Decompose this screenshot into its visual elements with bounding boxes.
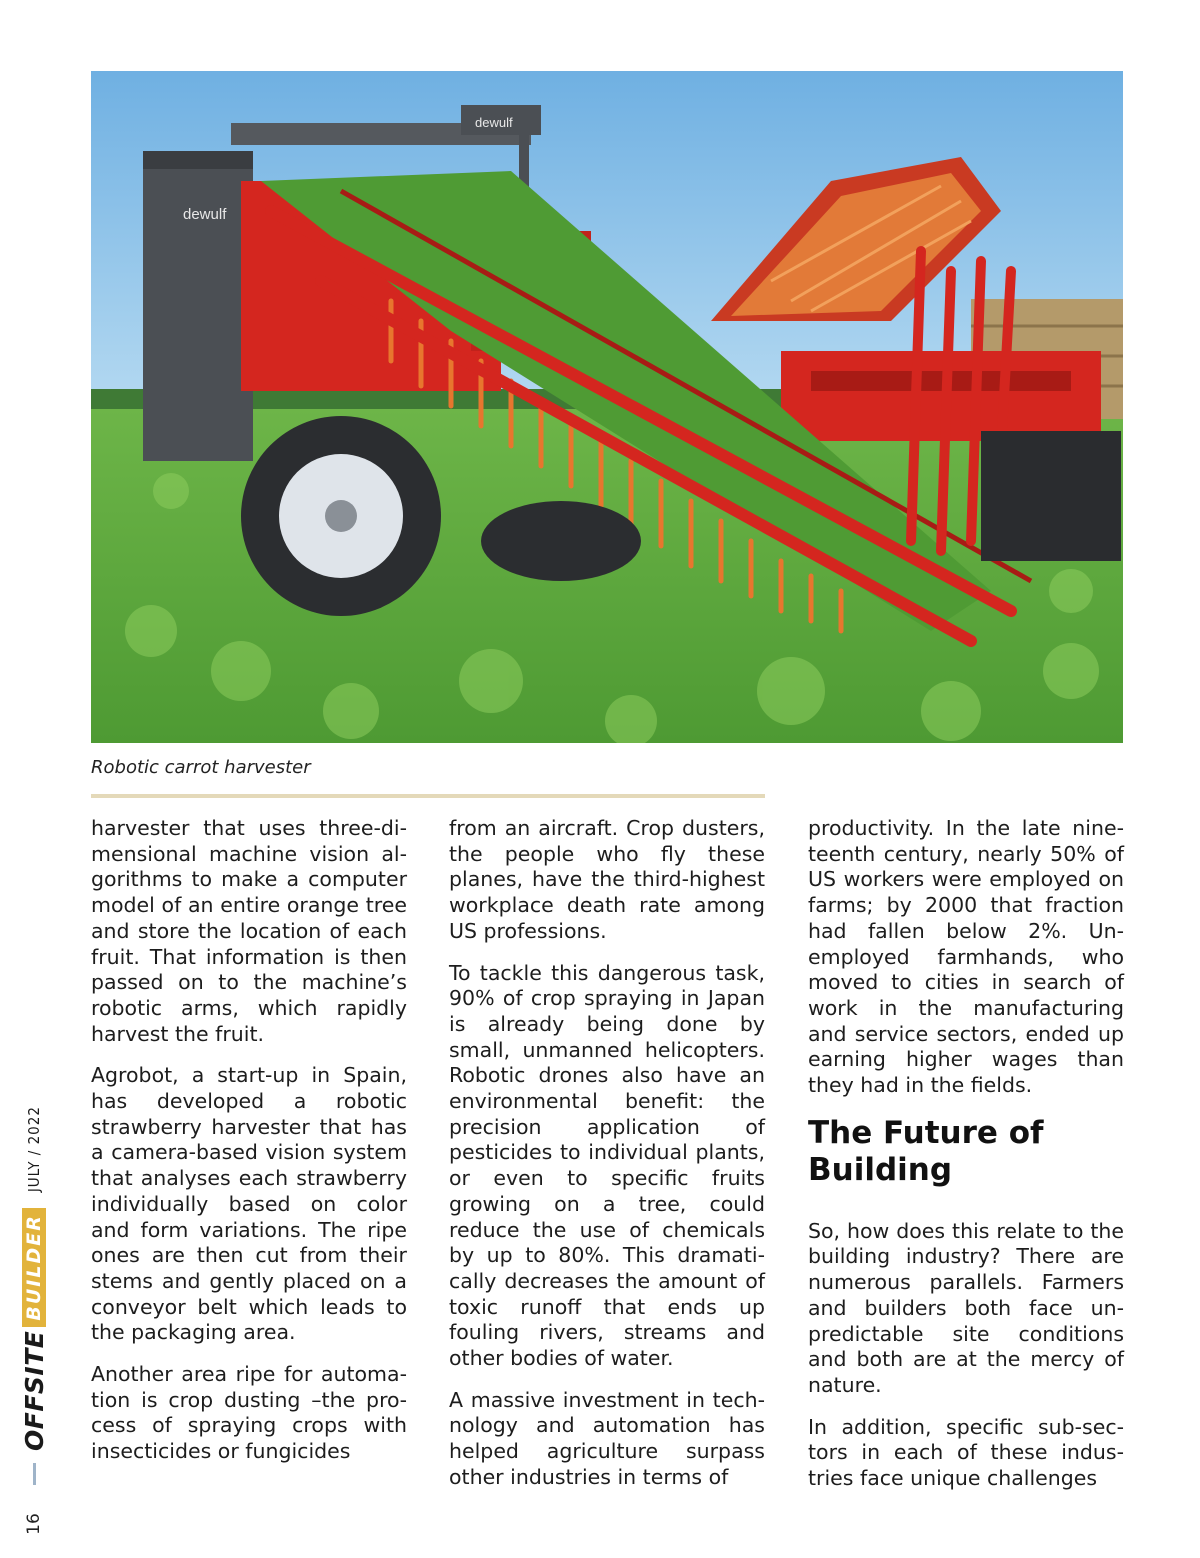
section-heading: The Future of Building (808, 1114, 1044, 1188)
photo-caption: Robotic carrot harvester (91, 757, 311, 778)
paragraph: harvester that uses three-dimensional machine vision algorithms to make a computer model of an entire orange tree and store the location of each fruit. That information is then passed on to the machine’s robotic arms, which rapidly harvest the fruit. (91, 816, 407, 1046)
page-number: 16 (24, 1513, 44, 1535)
paragraph: To tackle this dangerous task, 90% of crop spraying in Japan is already being done by small, unmanned helicopters. Robotic drones also have an environmental benefit: the precision application of pesticides to individual plants, or even to specific fruits growing on a tree, could reduce the use of chemicals by up to 80%. This dramatically decreases the amount of toxic runoff that ends up fouling rivers, streams and other bodies of water. (449, 960, 765, 1371)
article-column-1 (91, 816, 407, 1481)
issue-date: JULY / 2022 (25, 1106, 43, 1193)
page-number-box (22, 1514, 46, 1544)
article-column-2 (449, 816, 765, 1507)
paragraph: In addition, specific sub-sectors in each of these industries face unique challenges (808, 1414, 1124, 1491)
article-column-3 (808, 816, 1124, 1508)
brand-name-builder: BUILDER (22, 1208, 46, 1326)
accent-bar (33, 1463, 36, 1485)
paragraph: So, how does this relate to the building industry? There are numerous parallels. Farmers and builders both face unpredictable site conditions and both are at the mercy of nature. (808, 1218, 1124, 1397)
brand-name-offsite: OFFSITE (19, 1330, 49, 1451)
paragraph: A massive investment in technology and automation has helped agriculture surpass other industries in terms of (449, 1387, 765, 1489)
paragraph: Agrobot, a start-up in Spain, has developed a robotic strawberry harvester that has a camera-based vision system that analyses each strawberry individually based on color and form variations. The ripe ones are then cut from their stems and gently placed on a conveyor belt which leads to the packaging area. (91, 1063, 407, 1345)
paragraph: Another area ripe for automation is crop dusting –the process of spraying crops with insecticides or fungicides (91, 1362, 407, 1464)
paragraph: from an aircraft. Crop dusters, the people who fly these planes, have the third-highest workplace death rate among US professions. (449, 816, 765, 943)
svg-text:dewulf: dewulf (475, 115, 513, 130)
svg-text:dewulf: dewulf (183, 206, 227, 223)
paragraph: productivity. In the late nineteenth century, nearly 50% of US workers were employed on farms; by 2000 that fraction had fallen below 2%. Unemployed farmhands, who moved to cities in search of work in the manufacturing and service sectors, ended up earning higher wages than they had in the fields. (808, 816, 1124, 1098)
magazine-sidebar (14, 965, 54, 1485)
caption-divider (91, 794, 765, 798)
harvester-photo (91, 71, 1123, 743)
